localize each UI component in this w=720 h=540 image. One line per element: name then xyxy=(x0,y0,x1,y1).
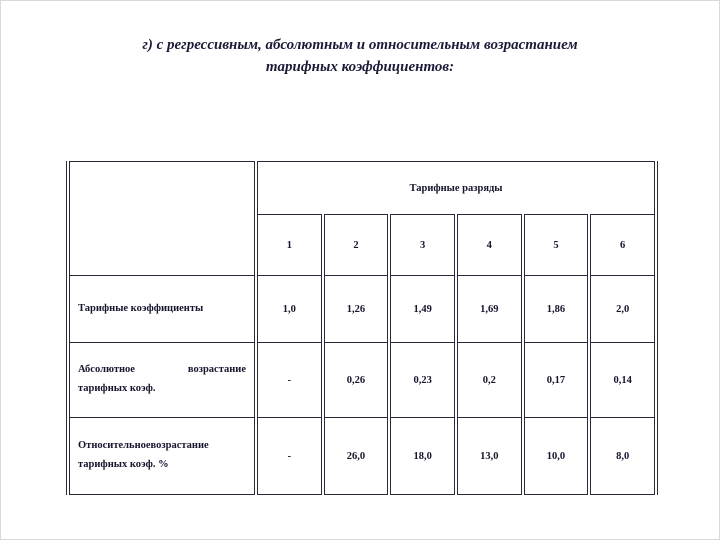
cell-value: 0,2 xyxy=(456,343,523,418)
cell-value: - xyxy=(256,343,323,418)
row-label-relative-increase: Относительноевозрастание тарифных коэф. % xyxy=(68,418,256,495)
row-label-coefficients: Тарифные коэффициенты xyxy=(68,276,256,343)
table-row-absolute-increase xyxy=(68,343,656,418)
cell-value: 1,49 xyxy=(389,276,456,343)
column-header-4: 4 xyxy=(456,215,523,276)
table-row-coefficients xyxy=(68,276,656,343)
table-row-relative-increase xyxy=(68,418,656,495)
cell-value: 1,26 xyxy=(323,276,390,343)
cell-value: 26,0 xyxy=(323,418,390,495)
row-label-absolute-increase: Абсолютное возрастание тарифных коэф. xyxy=(68,343,256,418)
cell-value: 0,17 xyxy=(523,343,590,418)
cell-value: 1,69 xyxy=(456,276,523,343)
slide-title xyxy=(1,35,719,79)
cell-value: 1,0 xyxy=(256,276,323,343)
cell-value: 1,86 xyxy=(523,276,590,343)
column-header-5: 5 xyxy=(523,215,590,276)
title-line-2: тарифных коэффициентов: xyxy=(265,58,455,75)
column-header-2: 2 xyxy=(323,215,390,276)
cell-value: 18,0 xyxy=(389,418,456,495)
title-line-1: г) с регрессивным, абсолютным и относительным возрастанием xyxy=(142,37,578,53)
group-header-cell: Тарифные разряды xyxy=(256,162,656,215)
cell-value: - xyxy=(256,418,323,495)
column-header-1: 1 xyxy=(256,215,323,276)
cell-value: 2,0 xyxy=(589,276,656,343)
group-header-row xyxy=(68,162,656,215)
column-header-6: 6 xyxy=(589,215,656,276)
cell-value: 0,23 xyxy=(389,343,456,418)
cell-value: 10,0 xyxy=(523,418,590,495)
corner-empty-cell xyxy=(68,162,256,276)
cell-value: 8,0 xyxy=(589,418,656,495)
tariff-table xyxy=(66,161,658,495)
cell-value: 13,0 xyxy=(456,418,523,495)
cell-value: 0,14 xyxy=(589,343,656,418)
column-header-3: 3 xyxy=(389,215,456,276)
cell-value: 0,26 xyxy=(323,343,390,418)
